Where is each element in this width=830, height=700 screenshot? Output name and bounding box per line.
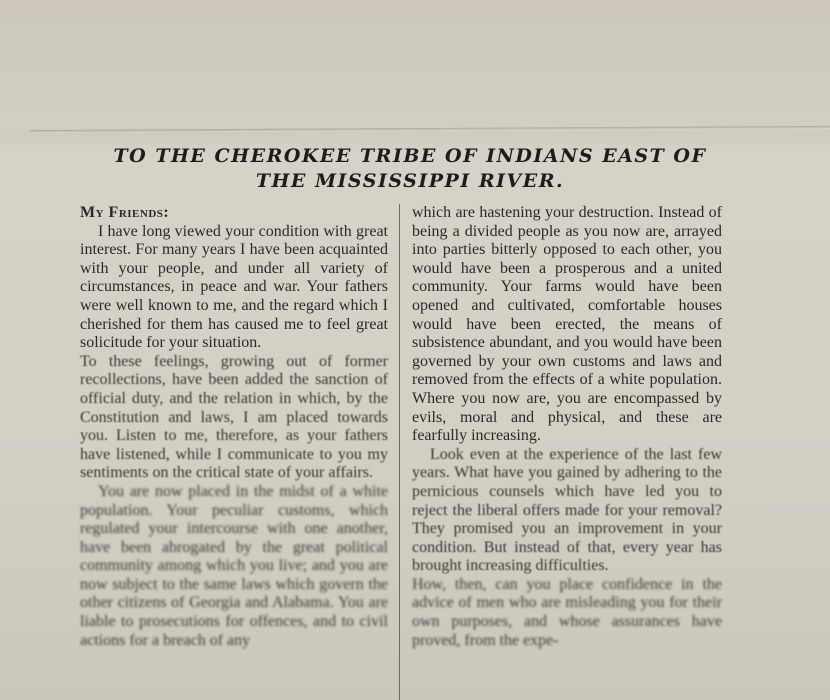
paragraph: How, then, can you place confidence in the advice of men who are misleading you for their own purposes, and whose assurances have proved, from the expe- xyxy=(412,575,722,649)
paragraph: I have long viewed your condition with great interest. For many years I have been acquainted with your people, and under all variety of circumstances, in peace and war. Your fathers were well known to me, and the regard which I cherished for them has caused me to feel great solicitude for your situation. xyxy=(80,222,388,352)
heading-line-2: THE MISSISSIPPI RIVER. xyxy=(255,170,565,192)
paragraph: which are hastening your destruction. Instead of being a divided people as you now are, arrayed into parties bitterly opposed to each other, you would have been a prosperous and a united community. Your farms would have been opened and cultivated, comfortable houses would have been erected, the means of subsistence abundant, and you would have been governed by your own customs and laws and removed from the effects of a white population. Where you now are, you are encompassed by evils, moral and physical, and these are fearfully increasing. xyxy=(412,204,722,445)
column-divider xyxy=(399,204,400,700)
heading-line-1: TO THE CHEROKEE TRIBE OF INDIANS EAST OF xyxy=(113,145,707,167)
paragraph: To these feelings, growing out of former recollections, have been added the sanction of official duty, and the relation in which, by the Constitution and laws, I am placed towards you. Listen to me, therefore, as your fathers have listened, while I communicate to you my sentiments on the critical state of your affairs. xyxy=(80,352,388,482)
right-column xyxy=(412,204,722,650)
salutation: My Friends: xyxy=(80,204,170,221)
paper-fold xyxy=(30,126,830,133)
document-heading xyxy=(60,144,760,194)
paragraph: You are now placed in the midst of a white population. Your peculiar customs, which regulated your intercourse with one another, have been abrogated by the great political community among which you live; and you are now subject to the same laws which govern the other citizens of Georgia and Alabama. You are liable to prosecutions for offences, and to civil actions for a breach of any xyxy=(80,482,388,649)
left-column xyxy=(80,204,388,650)
paragraph: Look even at the experience of the last few years. What have you gained by adhering to the pernicious counsels which have led you to reject the liberal offers made for your removal? They promised you an improvement in your condition. But instead of that, every year has brought increasing difficulties. xyxy=(412,445,722,575)
